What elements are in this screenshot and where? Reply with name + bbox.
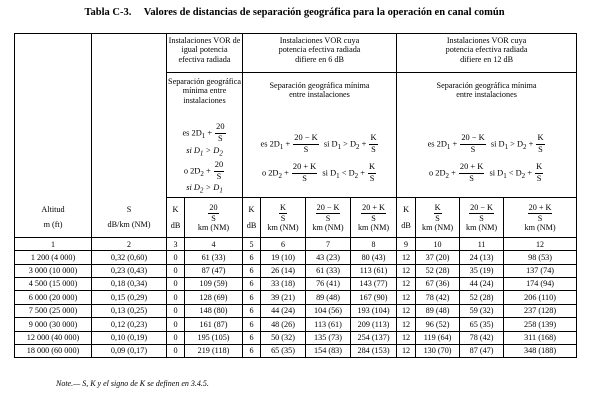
index-cell: 10 — [416, 238, 460, 251]
table-cell: 43 (23) — [306, 251, 351, 264]
table-note: Note.— S, K y el signo de K se definen en 3.4.5. — [56, 379, 209, 388]
colhead-s: S dB/km (NM) — [92, 198, 167, 238]
table-cell: 0,18 (0,34) — [92, 278, 167, 291]
group-header-text: Instalaciones VOR cuya potencia efectiva radiada difiere en 6 dB — [278, 36, 361, 64]
blank-cell-altitud — [15, 34, 92, 198]
table-cell: 44 (24) — [460, 278, 504, 291]
table-cell: 12 — [397, 278, 416, 291]
table-cell: 89 (48) — [416, 304, 460, 317]
table-cell: 348 (188) — [504, 344, 577, 357]
table-body — [15, 251, 577, 358]
table-cell: 119 (64) — [416, 331, 460, 344]
fraction: $\frac{20 + K}{S}$ — [528, 203, 552, 223]
table-row — [15, 304, 577, 317]
fraction: $\frac{K}{S}$ — [536, 162, 543, 184]
table-cell: 52 (28) — [460, 291, 504, 304]
table-cell: 0 — [167, 278, 185, 291]
index-cell: 9 — [397, 238, 416, 251]
table-cell: 12 — [397, 318, 416, 331]
table-cell: 6 — [243, 291, 261, 304]
fraction: $\frac{K}{S}$ — [370, 133, 377, 155]
index-cell: 6 — [261, 238, 306, 251]
table-cell: 87 (47) — [185, 264, 243, 277]
fraction: $\frac{20 - K}{S}$ — [461, 133, 485, 155]
table-cell: 39 (21) — [261, 291, 306, 304]
table-cell: 0,32 (0,60) — [92, 251, 167, 264]
caption-title: Valores de distancias de separación geográfica para la operación en canal común — [143, 7, 505, 18]
table-cell: 311 (168) — [504, 331, 577, 344]
table-cell: 137 (74) — [504, 264, 577, 277]
table-cell: 4 500 (15 000) — [15, 278, 92, 291]
table-cell: 0 — [167, 318, 185, 331]
fraction: $\frac{20}{S}$ — [216, 122, 225, 143]
sep-label-12db — [397, 73, 577, 122]
table-cell: 161 (87) — [185, 318, 243, 331]
colhead-ks-6: $\frac{K}{S}$ km (NM) — [261, 198, 306, 238]
table-row — [15, 278, 577, 291]
table-cell: 12 000 (40 000) — [15, 331, 92, 344]
table-cell: 0,12 (0,23) — [92, 318, 167, 331]
fraction: $\frac{20 + K}{S}$ — [362, 203, 385, 223]
table-cell: 78 (42) — [416, 291, 460, 304]
table-cell: 35 (19) — [460, 264, 504, 277]
group-header-text: Instalaciones VOR cuya potencia efectiva radiada difiere en 12 dB — [445, 36, 528, 64]
colhead-altitud: Altitud m (ft) — [15, 198, 92, 238]
table-cell: 167 (90) — [351, 291, 397, 304]
colhead-20mk-12: $\frac{20 - K}{S}$ km (NM) — [460, 198, 504, 238]
table-cell: 113 (61) — [351, 264, 397, 277]
caption-number: Tabla C-3. — [84, 7, 132, 18]
index-cell: 8 — [351, 238, 397, 251]
colhead-20s: $\frac{20}{S}$ km (NM) — [185, 198, 243, 238]
table-cell: 12 — [397, 304, 416, 317]
table-cell: 96 (52) — [416, 318, 460, 331]
table-row — [15, 344, 577, 357]
table-cell: 109 (59) — [185, 278, 243, 291]
table-cell: 174 (94) — [504, 278, 577, 291]
group-header-text: Instalaciones VOR de igual potencia efectiva radiada — [168, 36, 241, 64]
table-cell: 0,10 (0,19) — [92, 331, 167, 344]
table-cell: 206 (110) — [504, 291, 577, 304]
table-cell: 76 (41) — [306, 278, 351, 291]
fraction: $\frac{20}{S}$ — [209, 203, 218, 223]
index-cell: 1 — [15, 238, 92, 251]
table-cell: 33 (18) — [261, 278, 306, 291]
table-cell: 12 — [397, 344, 416, 357]
formula-12db: es $2D_1$ + $\frac{20 - K}{S}$ si $D_1 > D_2$ + $\frac{K}{S}$ o $2D_2$ + $\frac{20 + K}{S}$ si $D_1 < D_2$ + $\frac{K}{S}$ — [397, 121, 577, 198]
table-row — [15, 264, 577, 277]
table-cell: 154 (83) — [306, 344, 351, 357]
fraction: $\frac{20 - K}{S}$ — [316, 203, 340, 223]
table-cell: 0 — [167, 291, 185, 304]
table-cell: 0 — [167, 331, 185, 344]
table-cell: 0 — [167, 264, 185, 277]
table-row — [15, 251, 577, 264]
table-cell: 48 (26) — [261, 318, 306, 331]
table-cell: 61 (33) — [185, 251, 243, 264]
colhead-k3: K dB — [397, 198, 416, 238]
table-cell: 7 500 (25 000) — [15, 304, 92, 317]
index-row — [15, 238, 577, 251]
index-cell: 12 — [504, 238, 577, 251]
colhead-k2: K dB — [243, 198, 261, 238]
table-cell: 6 — [243, 278, 261, 291]
table-cell: 104 (56) — [306, 304, 351, 317]
table-cell: 89 (48) — [306, 291, 351, 304]
index-cell: 3 — [167, 238, 185, 251]
formula-6db: es $2D_1$ + $\frac{20 - K}{S}$ si $D_1 > D_2$ + $\frac{K}{S}$ o $2D_2$ + $\frac{20 + K}{S}$ si $D_1 < D_2$ + $\frac{K}{S}$ — [243, 121, 397, 198]
group-header-equal — [167, 34, 243, 73]
table-cell: 193 (104) — [351, 304, 397, 317]
sep-label-equal — [167, 73, 243, 122]
sep-label-6db — [243, 73, 397, 122]
fraction: $\frac{20 - K}{S}$ — [470, 203, 493, 223]
index-cell: 2 — [92, 238, 167, 251]
table-row — [15, 291, 577, 304]
fraction: $\frac{K}{S}$ — [537, 133, 544, 155]
table-cell: 12 — [397, 331, 416, 344]
table-cell: 237 (128) — [504, 304, 577, 317]
table-cell: 143 (77) — [351, 278, 397, 291]
fraction: $\frac{K}{S}$ — [369, 162, 376, 184]
table-cell: 254 (137) — [351, 331, 397, 344]
table-cell: 19 (10) — [261, 251, 306, 264]
table-cell: 98 (53) — [504, 251, 577, 264]
table-cell: 12 — [397, 291, 416, 304]
index-cell: 11 — [460, 238, 504, 251]
sep-label-text: Separación geográfica mínima entre instalaciones — [269, 81, 370, 100]
separation-table — [14, 33, 577, 358]
index-cell: 7 — [306, 238, 351, 251]
table-cell: 3 000 (10 000) — [15, 264, 92, 277]
fraction: $\frac{20 - K}{S}$ — [294, 133, 318, 155]
table-cell: 78 (42) — [460, 331, 504, 344]
table-cell: 0,15 (0,29) — [92, 291, 167, 304]
table-cell: 0,23 (0,43) — [92, 264, 167, 277]
group-header-6db — [243, 34, 397, 73]
table-cell: 61 (33) — [306, 264, 351, 277]
colhead-20pk-12: $\frac{20 + K}{S}$ km (NM) — [504, 198, 577, 238]
fraction: $\frac{K}{S}$ — [280, 203, 286, 223]
table-cell: 0 — [167, 304, 185, 317]
table-cell: 59 (32) — [460, 304, 504, 317]
table-cell: 6 — [243, 251, 261, 264]
table-cell: 113 (61) — [306, 318, 351, 331]
table-cell: 128 (69) — [185, 291, 243, 304]
table-cell: 67 (36) — [416, 278, 460, 291]
table-cell: 0,09 (0,17) — [92, 344, 167, 357]
table-cell: 0 — [167, 251, 185, 264]
table-cell: 130 (70) — [416, 344, 460, 357]
table-cell: 80 (43) — [351, 251, 397, 264]
colhead-k1: K dB — [167, 198, 185, 238]
colhead-20mk-6: $\frac{20 - K}{S}$ km (NM) — [306, 198, 351, 238]
sep-label-text: Separación geográfica mínima entre instalaciones — [168, 77, 241, 105]
fraction: $\frac{K}{S}$ — [434, 203, 441, 223]
table-cell: 26 (14) — [261, 264, 306, 277]
table-cell: 18 000 (60 000) — [15, 344, 92, 357]
colhead-20pk-6: $\frac{20 + K}{S}$ km (NM) — [351, 198, 397, 238]
index-cell: 5 — [243, 238, 261, 251]
table-cell: 12 — [397, 264, 416, 277]
fraction: $\frac{20 + K}{S}$ — [292, 162, 317, 184]
table-cell: 6 — [243, 344, 261, 357]
table-cell: 6 — [243, 304, 261, 317]
table-cell: 6 — [243, 318, 261, 331]
table-cell: 6 — [243, 331, 261, 344]
table-cell: 284 (153) — [351, 344, 397, 357]
table-cell: 209 (113) — [351, 318, 397, 331]
table-cell: 65 (35) — [460, 318, 504, 331]
table-cell: 135 (73) — [306, 331, 351, 344]
table-cell: 37 (20) — [416, 251, 460, 264]
table-cell: 1 200 (4 000) — [15, 251, 92, 264]
fraction: $\frac{20 + K}{S}$ — [459, 162, 484, 184]
table-cell: 0,13 (0,25) — [92, 304, 167, 317]
table-cell: 24 (13) — [460, 251, 504, 264]
fraction: $\frac{20}{S}$ — [214, 159, 224, 181]
table-cell: 9 000 (30 000) — [15, 318, 92, 331]
formula-equal: es $2D_1$ + $\frac{20}{S}$ si $D_1 > D_2$ o $2D_2$ + $\frac{20}{S}$ si $D_2 > D_1$ — [167, 121, 243, 198]
table-cell: 65 (35) — [261, 344, 306, 357]
table-cell: 12 — [397, 251, 416, 264]
table-cell: 0 — [167, 344, 185, 357]
table-cell: 219 (118) — [185, 344, 243, 357]
table-row — [15, 318, 577, 331]
table-cell: 44 (24) — [261, 304, 306, 317]
index-cell: 4 — [185, 238, 243, 251]
table-cell: 258 (139) — [504, 318, 577, 331]
table-cell: 6 — [243, 264, 261, 277]
sep-label-text: Separación geográfica mínima entre instalaciones — [436, 81, 537, 100]
colhead-ks-12: $\frac{K}{S}$ km (NM) — [416, 198, 460, 238]
table-cell: 6 000 (20 000) — [15, 291, 92, 304]
table-row — [15, 331, 577, 344]
blank-cell-s — [92, 34, 167, 198]
group-header-12db — [397, 34, 577, 73]
table-cell: 50 (32) — [261, 331, 306, 344]
table-cell: 195 (105) — [185, 331, 243, 344]
table-cell: 52 (28) — [416, 264, 460, 277]
table-caption — [0, 7, 589, 18]
table-cell: 87 (47) — [460, 344, 504, 357]
table-cell: 148 (80) — [185, 304, 243, 317]
